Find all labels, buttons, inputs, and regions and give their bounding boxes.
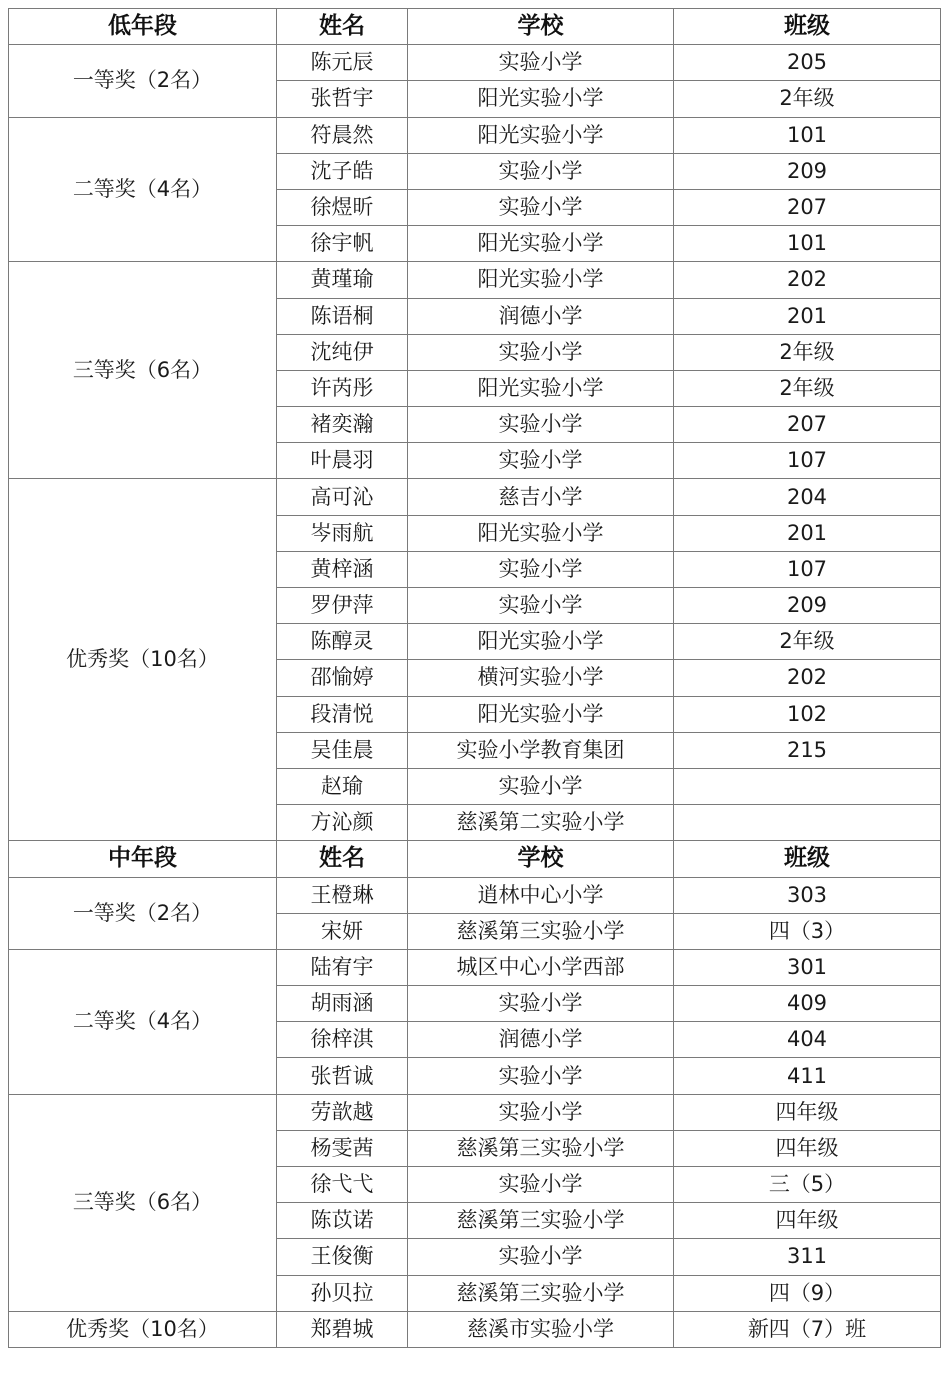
table-row: [9, 949, 941, 985]
student-name-cell: 方沁颜: [277, 805, 408, 841]
student-name-cell: 张哲宇: [277, 81, 408, 117]
school-cell: 慈溪第三实验小学: [408, 1275, 674, 1311]
class-cell: 四（9）: [674, 1275, 941, 1311]
school-cell: 阳光实验小学: [408, 262, 674, 298]
student-name-cell: 沈子皓: [277, 153, 408, 189]
school-cell: 润德小学: [408, 1022, 674, 1058]
student-name-cell: 邵愉婷: [277, 660, 408, 696]
award-level-cell: 三等奖（6名）: [9, 262, 277, 479]
class-cell: 311: [674, 1239, 941, 1275]
school-cell: 实验小学: [408, 986, 674, 1022]
student-name-cell: 陆宥宇: [277, 949, 408, 985]
student-name-cell: 沈纯伊: [277, 334, 408, 370]
class-cell: 四年级: [674, 1130, 941, 1166]
student-name-cell: 赵瑜: [277, 768, 408, 804]
school-cell: 阳光实验小学: [408, 117, 674, 153]
class-cell: 202: [674, 262, 941, 298]
class-column-header: 班级: [674, 841, 941, 877]
award-level-cell: 二等奖（4名）: [9, 117, 277, 262]
school-cell: 实验小学: [408, 551, 674, 587]
grade-section-header: 中年段: [9, 841, 277, 877]
class-cell: 303: [674, 877, 941, 913]
school-cell: 慈溪第二实验小学: [408, 805, 674, 841]
school-cell: 润德小学: [408, 298, 674, 334]
school-cell: 实验小学: [408, 407, 674, 443]
student-name-cell: 宋妍: [277, 913, 408, 949]
section-header-row: [9, 841, 941, 877]
student-name-cell: 胡雨涵: [277, 986, 408, 1022]
student-name-cell: 徐梓淇: [277, 1022, 408, 1058]
student-name-cell: 许芮彤: [277, 370, 408, 406]
award-level-cell: 优秀奖（10名）: [9, 1311, 277, 1347]
student-name-cell: 陈语桐: [277, 298, 408, 334]
class-cell: 404: [674, 1022, 941, 1058]
school-cell: 逍林中心小学: [408, 877, 674, 913]
class-cell: 205: [674, 45, 941, 81]
school-cell: 实验小学: [408, 1239, 674, 1275]
student-name-cell: 孙贝拉: [277, 1275, 408, 1311]
class-cell: [674, 805, 941, 841]
name-column-header: 姓名: [277, 9, 408, 45]
table-row: [9, 1311, 941, 1347]
class-cell: 202: [674, 660, 941, 696]
school-cell: 慈溪第三实验小学: [408, 1203, 674, 1239]
student-name-cell: 符晨然: [277, 117, 408, 153]
school-cell: 阳光实验小学: [408, 624, 674, 660]
school-cell: 阳光实验小学: [408, 515, 674, 551]
name-column-header: 姓名: [277, 841, 408, 877]
class-cell: 2年级: [674, 624, 941, 660]
school-cell: 慈溪第三实验小学: [408, 1130, 674, 1166]
class-cell: 101: [674, 117, 941, 153]
school-cell: 实验小学: [408, 1058, 674, 1094]
school-column-header: 学校: [408, 9, 674, 45]
student-name-cell: 褚奕瀚: [277, 407, 408, 443]
school-cell: 阳光实验小学: [408, 696, 674, 732]
school-cell: 阳光实验小学: [408, 370, 674, 406]
student-name-cell: 徐宇帆: [277, 226, 408, 262]
school-cell: 实验小学教育集团: [408, 732, 674, 768]
class-cell: 207: [674, 189, 941, 225]
school-column-header: 学校: [408, 841, 674, 877]
class-cell: 107: [674, 443, 941, 479]
school-cell: 横河实验小学: [408, 660, 674, 696]
student-name-cell: 罗伊萍: [277, 588, 408, 624]
class-cell: 2年级: [674, 370, 941, 406]
table-row: [9, 877, 941, 913]
award-level-cell: 二等奖（4名）: [9, 949, 277, 1094]
school-cell: 慈吉小学: [408, 479, 674, 515]
school-cell: 慈溪市实验小学: [408, 1311, 674, 1347]
table-row: [9, 262, 941, 298]
award-level-cell: 一等奖（2名）: [9, 877, 277, 949]
student-name-cell: 岑雨航: [277, 515, 408, 551]
class-cell: 三（5）: [674, 1167, 941, 1203]
class-cell: 201: [674, 298, 941, 334]
award-level-cell: 三等奖（6名）: [9, 1094, 277, 1311]
student-name-cell: 张哲诚: [277, 1058, 408, 1094]
class-cell: 209: [674, 153, 941, 189]
student-name-cell: 杨雯茜: [277, 1130, 408, 1166]
grade-section-header: 低年段: [9, 9, 277, 45]
award-level-cell: 一等奖（2名）: [9, 45, 277, 117]
class-cell: 101: [674, 226, 941, 262]
table-row: [9, 479, 941, 515]
class-cell: 四年级: [674, 1203, 941, 1239]
student-name-cell: 陈元辰: [277, 45, 408, 81]
class-cell: 411: [674, 1058, 941, 1094]
student-name-cell: 徐煜昕: [277, 189, 408, 225]
student-name-cell: 陈醇灵: [277, 624, 408, 660]
school-cell: 实验小学: [408, 443, 674, 479]
class-cell: 四（3）: [674, 913, 941, 949]
school-cell: 慈溪第三实验小学: [408, 913, 674, 949]
student-name-cell: 王橙琳: [277, 877, 408, 913]
class-cell: 215: [674, 732, 941, 768]
school-cell: 城区中心小学西部: [408, 949, 674, 985]
student-name-cell: 高可沁: [277, 479, 408, 515]
student-name-cell: 郑碧城: [277, 1311, 408, 1347]
school-cell: 实验小学: [408, 45, 674, 81]
student-name-cell: 段清悦: [277, 696, 408, 732]
class-cell: 四年级: [674, 1094, 941, 1130]
school-cell: 实验小学: [408, 588, 674, 624]
table-row: [9, 1094, 941, 1130]
class-column-header: 班级: [674, 9, 941, 45]
school-cell: 实验小学: [408, 768, 674, 804]
table-row: [9, 117, 941, 153]
school-cell: 实验小学: [408, 1094, 674, 1130]
class-cell: 102: [674, 696, 941, 732]
class-cell: 301: [674, 949, 941, 985]
school-cell: 实验小学: [408, 334, 674, 370]
class-cell: 207: [674, 407, 941, 443]
student-name-cell: 王俊衡: [277, 1239, 408, 1275]
school-cell: 阳光实验小学: [408, 226, 674, 262]
school-cell: 实验小学: [408, 189, 674, 225]
award-level-cell: 优秀奖（10名）: [9, 479, 277, 841]
class-cell: 2年级: [674, 334, 941, 370]
student-name-cell: 陈苡诺: [277, 1203, 408, 1239]
student-name-cell: 吴佳晨: [277, 732, 408, 768]
class-cell: 409: [674, 986, 941, 1022]
award-table: [8, 8, 941, 1348]
student-name-cell: 黄瑾瑜: [277, 262, 408, 298]
student-name-cell: 劳歆越: [277, 1094, 408, 1130]
class-cell: 209: [674, 588, 941, 624]
school-cell: 阳光实验小学: [408, 81, 674, 117]
school-cell: 实验小学: [408, 153, 674, 189]
section-header-row: [9, 9, 941, 45]
school-cell: 实验小学: [408, 1167, 674, 1203]
class-cell: 2年级: [674, 81, 941, 117]
class-cell: 107: [674, 551, 941, 587]
table-row: [9, 45, 941, 81]
student-name-cell: 徐弋弋: [277, 1167, 408, 1203]
class-cell: [674, 768, 941, 804]
student-name-cell: 叶晨羽: [277, 443, 408, 479]
class-cell: 新四（7）班: [674, 1311, 941, 1347]
class-cell: 201: [674, 515, 941, 551]
class-cell: 204: [674, 479, 941, 515]
student-name-cell: 黄梓涵: [277, 551, 408, 587]
award-table-body: [9, 9, 941, 1348]
